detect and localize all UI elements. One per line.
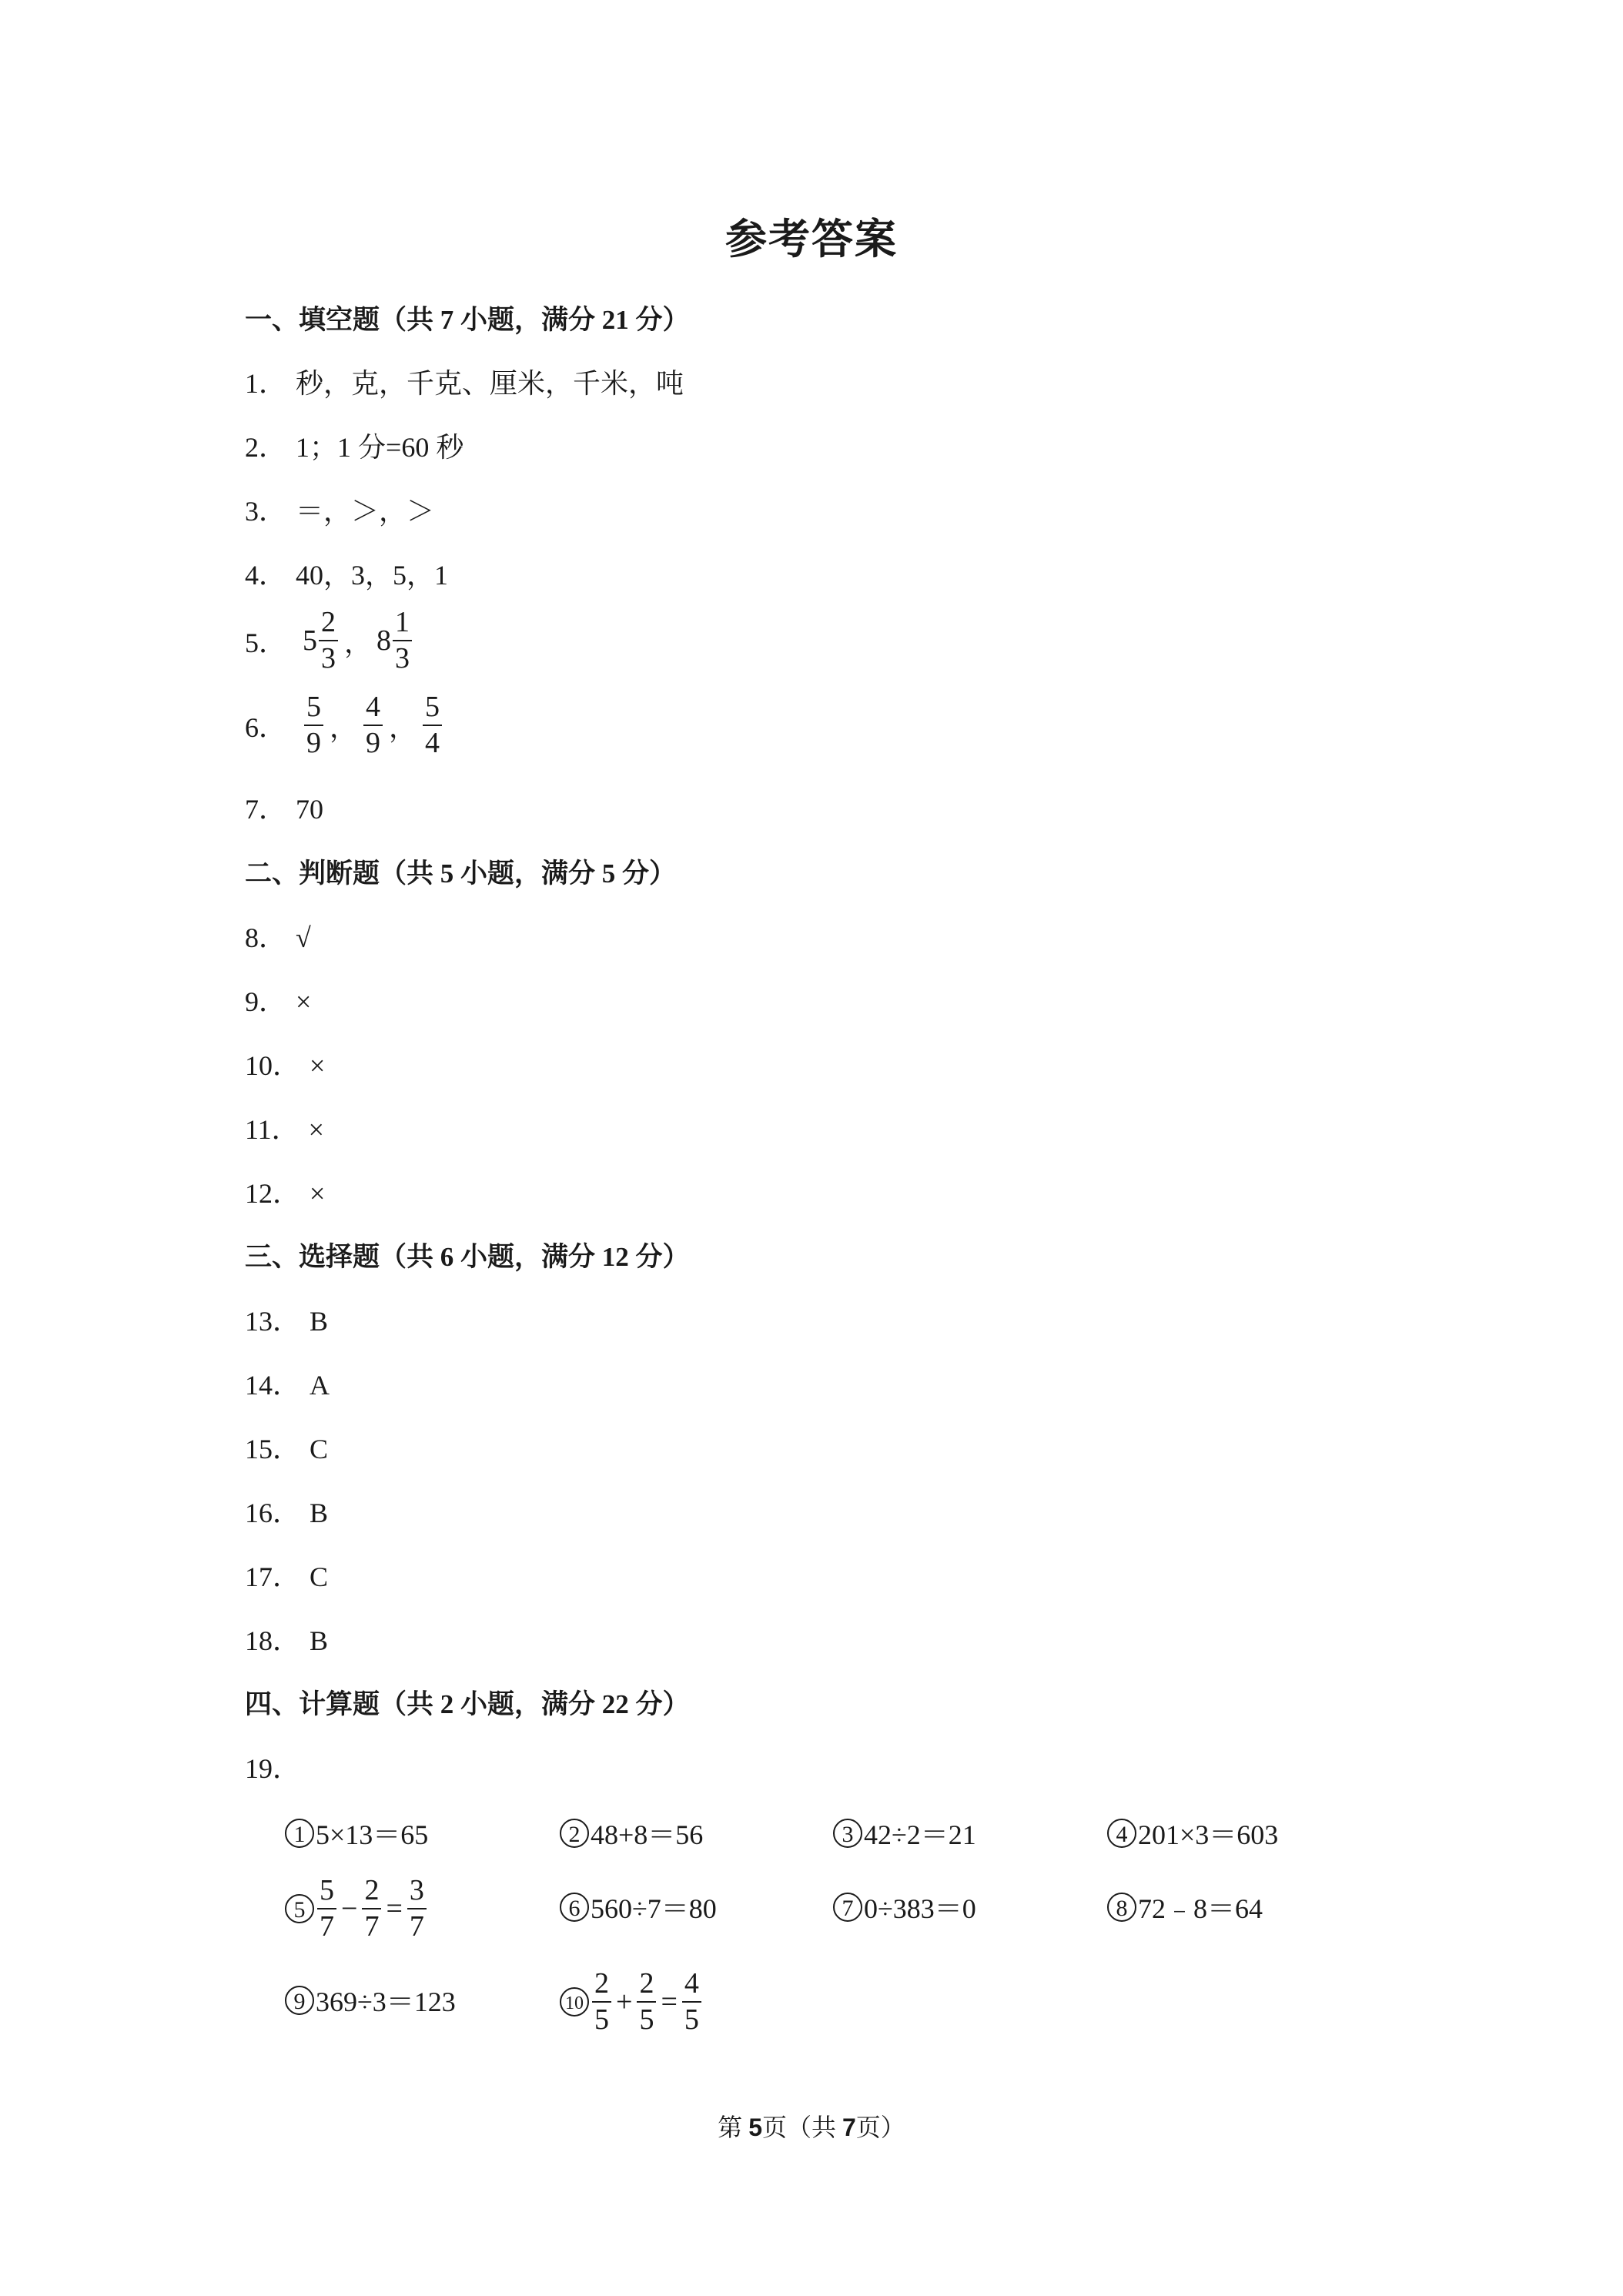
answer-15 bbox=[245, 1427, 328, 1467]
fraction bbox=[393, 607, 412, 674]
answer-11 bbox=[245, 1108, 324, 1147]
question-number: 10． bbox=[245, 1050, 301, 1081]
answer-text: C bbox=[310, 1434, 329, 1464]
answer-text: A bbox=[310, 1370, 330, 1401]
numerator: 5 bbox=[317, 1875, 336, 1909]
answer-7 bbox=[245, 788, 323, 827]
denominator: 9 bbox=[366, 727, 381, 760]
fraction bbox=[304, 691, 323, 759]
denominator: 5 bbox=[684, 2003, 699, 2037]
answer-text: B bbox=[310, 1498, 329, 1528]
separator: ， bbox=[389, 711, 417, 743]
answer-text: × bbox=[310, 1050, 326, 1081]
question-number: 1． bbox=[245, 368, 287, 399]
answer-mixed-fractions bbox=[303, 607, 413, 674]
calc-item-1 bbox=[285, 1813, 428, 1853]
whole-part: 8 bbox=[376, 624, 392, 658]
question-number: 11． bbox=[245, 1114, 300, 1145]
answer-fractions bbox=[303, 691, 443, 759]
numerator: 2 bbox=[637, 1968, 656, 2003]
calc-item-8 bbox=[1107, 1887, 1263, 1926]
numerator: 3 bbox=[407, 1875, 427, 1909]
circled-number: 9 bbox=[285, 1986, 314, 2015]
answer-text: 秒，克，千克、厘米，千米，吨 bbox=[296, 368, 684, 399]
answer-17 bbox=[245, 1555, 328, 1595]
answer-text: C bbox=[310, 1561, 329, 1592]
numerator: 4 bbox=[682, 1968, 701, 2003]
fraction bbox=[363, 691, 383, 759]
circled-number: 5 bbox=[285, 1894, 314, 1923]
fraction bbox=[592, 1968, 611, 2036]
denominator: 7 bbox=[364, 1910, 380, 1943]
question-number: 12． bbox=[245, 1178, 301, 1209]
minus-sign: − bbox=[341, 1893, 358, 1926]
answer-text: × bbox=[308, 1114, 324, 1145]
fraction bbox=[317, 1875, 336, 1943]
calc-expression: 0÷383＝0 bbox=[864, 1893, 976, 1924]
denominator: 3 bbox=[321, 642, 336, 675]
question-number: 4． bbox=[245, 560, 287, 591]
section-heading-calculation: 四、计算题（共 2 小题，满分 22 分） bbox=[245, 1689, 690, 1719]
answer-1 bbox=[245, 362, 684, 401]
answer-18 bbox=[245, 1619, 328, 1658]
calc-item-7 bbox=[833, 1887, 976, 1926]
numerator: 2 bbox=[362, 1875, 381, 1909]
calc-expression: 42÷2＝21 bbox=[864, 1819, 976, 1850]
plus-sign: + bbox=[616, 1986, 633, 2019]
question-number: 5． bbox=[245, 627, 287, 658]
answer-3 bbox=[245, 490, 434, 529]
question-number: 18． bbox=[245, 1625, 301, 1656]
calc-item-2 bbox=[560, 1813, 703, 1853]
calc-item-10 bbox=[560, 1968, 703, 2036]
answer-8 bbox=[245, 916, 311, 956]
answer-9 bbox=[245, 980, 311, 1019]
circled-number: 10 bbox=[560, 1987, 589, 2017]
numerator: 1 bbox=[393, 607, 412, 641]
equals-sign: = bbox=[386, 1893, 403, 1926]
section-heading-fill-blank: 一、填空题（共 7 小题，满分 21 分） bbox=[245, 305, 690, 335]
answer-text: × bbox=[310, 1178, 326, 1209]
fraction bbox=[362, 1875, 381, 1943]
answer-text: √ bbox=[296, 922, 311, 953]
circled-number: 2 bbox=[560, 1819, 589, 1848]
footer-middle: 页（共 bbox=[761, 2114, 842, 2141]
question-number: 9． bbox=[245, 986, 287, 1017]
question-number: 6． bbox=[245, 711, 287, 743]
denominator: 7 bbox=[409, 1910, 424, 1943]
answer-6 bbox=[245, 691, 443, 759]
current-page-number: 5 bbox=[748, 2114, 762, 2141]
circled-number: 8 bbox=[1107, 1893, 1136, 1922]
page-title: 参考答案 bbox=[725, 216, 898, 263]
answer-text: B bbox=[310, 1306, 329, 1337]
denominator: 9 bbox=[306, 727, 322, 760]
fraction bbox=[407, 1875, 427, 1943]
answer-text: 40，3，5，1 bbox=[296, 560, 449, 591]
numerator: 2 bbox=[319, 607, 338, 641]
circled-number: 1 bbox=[285, 1819, 314, 1848]
answer-10 bbox=[245, 1044, 325, 1083]
calc-item-4 bbox=[1107, 1813, 1278, 1853]
denominator: 7 bbox=[320, 1910, 334, 1943]
answer-text: B bbox=[310, 1625, 329, 1656]
answer-12 bbox=[245, 1172, 325, 1211]
denominator: 5 bbox=[639, 2003, 654, 2037]
question-number: 3． bbox=[245, 496, 287, 527]
calc-expression: 201×3＝603 bbox=[1138, 1819, 1279, 1850]
answer-19 bbox=[245, 1747, 300, 1786]
answer-2 bbox=[245, 426, 463, 465]
answer-text: 70 bbox=[296, 794, 324, 825]
section-heading-true-false: 二、判断题（共 5 小题，满分 5 分） bbox=[245, 858, 677, 889]
answer-14 bbox=[245, 1364, 330, 1403]
question-number: 16． bbox=[245, 1498, 301, 1528]
calc-expression: 560÷7＝80 bbox=[591, 1893, 717, 1924]
calc-item-3 bbox=[833, 1813, 976, 1853]
fraction bbox=[637, 1968, 656, 2036]
numerator: 5 bbox=[423, 691, 442, 726]
question-number: 7． bbox=[245, 794, 287, 825]
denominator: 3 bbox=[395, 642, 410, 675]
calc-expression: 48+8＝56 bbox=[591, 1819, 704, 1850]
circled-number: 4 bbox=[1107, 1819, 1136, 1848]
separator: ， bbox=[330, 711, 358, 743]
question-number: 15． bbox=[245, 1434, 301, 1464]
whole-part: 5 bbox=[303, 624, 318, 658]
fraction bbox=[319, 607, 338, 674]
section-heading-multiple-choice: 三、选择题（共 6 小题，满分 12 分） bbox=[245, 1242, 690, 1272]
fraction bbox=[423, 691, 442, 759]
calc-expression: 5×13＝65 bbox=[316, 1819, 429, 1850]
question-number: 8． bbox=[245, 922, 287, 953]
answer-16 bbox=[245, 1491, 328, 1531]
answer-text: 1；1 分=60 秒 bbox=[296, 432, 464, 463]
answer-4 bbox=[245, 554, 448, 593]
answer-13 bbox=[245, 1300, 328, 1339]
footer-prefix: 第 bbox=[718, 2114, 749, 2141]
question-number: 2． bbox=[245, 432, 287, 463]
circled-number: 6 bbox=[560, 1893, 589, 1922]
answer-text: × bbox=[296, 986, 312, 1017]
answer-5 bbox=[245, 607, 413, 674]
denominator: 5 bbox=[594, 2003, 609, 2037]
fraction bbox=[682, 1968, 701, 2036]
numerator: 4 bbox=[363, 691, 383, 726]
answer-text: ＝，＞，＞ bbox=[296, 496, 435, 527]
footer-suffix: 页） bbox=[855, 2114, 905, 2141]
calc-expression: 369÷3＝123 bbox=[316, 1986, 456, 2017]
numerator: 5 bbox=[304, 691, 323, 726]
question-number: 19． bbox=[245, 1753, 301, 1784]
equals-sign: = bbox=[661, 1986, 678, 2019]
numerator: 2 bbox=[592, 1968, 611, 2003]
circled-number: 3 bbox=[833, 1819, 862, 1848]
calc-item-6 bbox=[560, 1887, 717, 1926]
separator: ， bbox=[344, 627, 373, 658]
calc-expression: 72﹣8＝64 bbox=[1138, 1893, 1263, 1924]
total-pages: 7 bbox=[842, 2114, 856, 2141]
question-number: 14． bbox=[245, 1370, 301, 1401]
circled-number: 7 bbox=[833, 1893, 862, 1922]
page-footer bbox=[0, 2108, 1623, 2144]
denominator: 4 bbox=[425, 727, 440, 760]
calc-item-5 bbox=[285, 1875, 428, 1943]
calc-item-9 bbox=[285, 1980, 456, 2020]
question-number: 13． bbox=[245, 1306, 301, 1337]
question-number: 17． bbox=[245, 1561, 301, 1592]
